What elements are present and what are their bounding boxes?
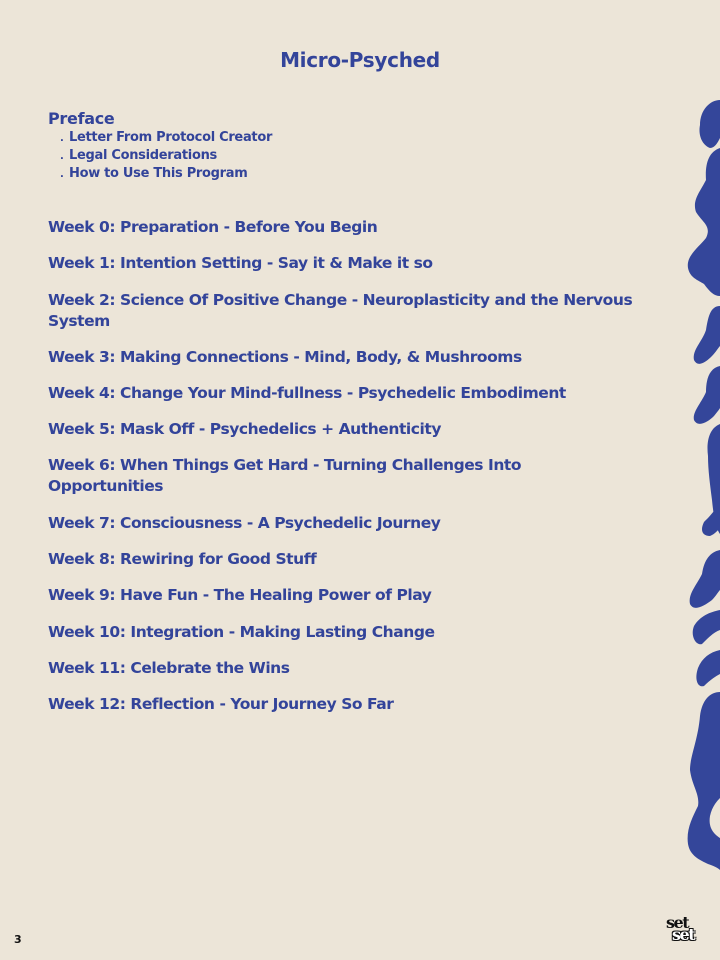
week-4-item[interactable]: Week 4: Change Your Mind-fullness - Psychedelic Embodiment xyxy=(48,383,566,402)
bullet-icon: . xyxy=(60,133,64,144)
week-12-item[interactable]: Week 12: Reflection - Your Journey So Far xyxy=(48,695,394,714)
week-0-item[interactable]: Week 0: Preparation - Before You Begin xyxy=(48,218,378,236)
week-10-item[interactable]: Week 10: Integration - Making Lasting Change xyxy=(48,622,435,641)
week-6-item[interactable]: Week 6: When Things Get Hard - Turning Challenges Into Opportunities xyxy=(48,456,522,496)
week-2-item[interactable]: Week 2: Science Of Positive Change - Neuroplasticity and the Nervous System xyxy=(48,290,633,330)
preface-list xyxy=(48,129,272,183)
week-3-item[interactable]: Week 3: Making Connections - Mind, Body, & Mushrooms xyxy=(48,347,522,366)
bullet-icon: . xyxy=(60,169,64,180)
week-9-item[interactable]: Week 9: Have Fun - The Healing Power of Play xyxy=(48,586,432,605)
week-8-item[interactable]: Week 8: Rewiring for Good Stuff xyxy=(48,550,317,569)
page-number: 3 xyxy=(14,933,22,946)
logo-text-line-2: set xyxy=(672,925,695,944)
week-7-item[interactable]: Week 7: Consciousness - A Psychedelic Journey xyxy=(48,513,441,532)
preface-item-label: Letter From Protocol Creator xyxy=(69,130,273,145)
set-set-logo xyxy=(664,914,708,948)
preface-item-label: Legal Considerations xyxy=(69,148,217,163)
weeks-list xyxy=(48,217,638,731)
week-11-item[interactable]: Week 11: Celebrate the Wins xyxy=(48,658,290,677)
week-5-item[interactable]: Week 5: Mask Off - Psychedelics + Authenticity xyxy=(48,420,441,439)
preface-item-letter[interactable] xyxy=(60,129,272,147)
preface-heading[interactable]: Preface xyxy=(48,109,115,128)
preface-section xyxy=(48,109,272,183)
logo-text-line-1: set xyxy=(666,913,689,932)
decorative-blob-shapes xyxy=(640,0,720,960)
page-title: Micro-Psyched xyxy=(280,48,440,72)
week-1-item[interactable]: Week 1: Intention Setting - Say it & Make it so xyxy=(48,254,433,273)
preface-item-how-to-use[interactable] xyxy=(60,165,272,183)
preface-item-label: How to Use This Program xyxy=(69,166,248,181)
preface-item-legal[interactable] xyxy=(60,147,272,165)
bullet-icon: . xyxy=(60,151,64,162)
